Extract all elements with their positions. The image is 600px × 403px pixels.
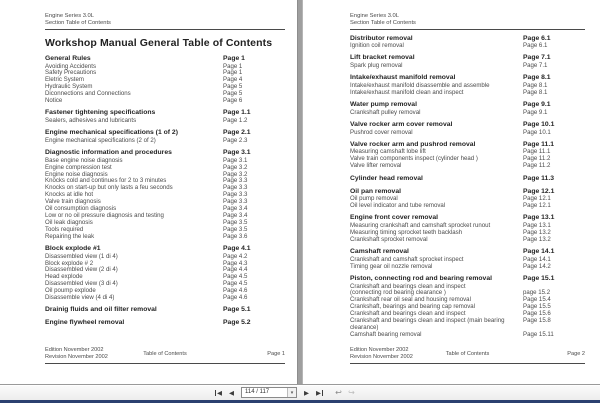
toc-item-label: Crankshaft and camshaft sprocket inspect xyxy=(350,255,464,263)
toc-section xyxy=(350,101,585,116)
toc-sections xyxy=(350,35,585,339)
toc-item-label: Engine noise diagnosis xyxy=(45,170,108,178)
toc-page-reference: Page 11.1 xyxy=(523,148,551,156)
toc-item-label: Crankshaft sprocket removal xyxy=(350,235,428,243)
toc-page-reference: Page 14.1 xyxy=(523,255,551,263)
toc-page-reference: Page 10.1 xyxy=(523,128,551,136)
page-header-line1: Engine Series 3.0L xyxy=(350,13,399,19)
toc-item-row xyxy=(45,234,285,241)
toc-page-reference: Page 6.1 xyxy=(523,42,548,49)
toc-page-reference: Page 1 xyxy=(223,69,243,77)
next-page-button[interactable] xyxy=(300,387,313,399)
toc-item-label: Engine compression test xyxy=(45,163,112,171)
toc-page-reference: Page 13.2 xyxy=(523,228,551,236)
toc-item-label: (connecting rod bearing clearance ) xyxy=(350,289,446,297)
toc-section-row xyxy=(45,319,285,328)
next-page-icon: ▶ xyxy=(304,389,309,397)
toc-page-reference: Page 4.3 xyxy=(223,259,248,267)
toc-page-reference: Page 4.4 xyxy=(223,266,248,274)
toc-page-reference: Page 11.3 xyxy=(523,174,554,182)
toc-item-row xyxy=(350,237,585,244)
toc-section xyxy=(45,109,285,124)
toc-item-label: Avoiding Accidents xyxy=(45,62,97,70)
toc-page-reference: Page 5 xyxy=(223,83,243,91)
previous-page-icon: ◀ xyxy=(229,389,234,397)
page-number-input[interactable] xyxy=(241,387,297,398)
toc-sections xyxy=(45,55,285,328)
toc-section-title: Engine mechanical specifications (1 of 2) xyxy=(45,129,178,137)
toc-page-reference: page 15.2 xyxy=(523,289,551,297)
toc-section-title: Intake/exhaust manifold removal xyxy=(350,74,456,82)
toc-section-title: Distributor removal xyxy=(350,34,413,42)
toc-item-label: Knocks cold and continues for 2 to 3 minutes xyxy=(45,177,167,185)
toc-page-reference: Page 11.1 xyxy=(523,140,554,148)
toc-item-label: Oil leak diagnosis xyxy=(45,218,93,226)
toc-item-label: Camshaft bearing removal xyxy=(350,330,422,338)
toc-item-label: Engine mechanical specifications (2 of 2) xyxy=(45,136,156,144)
toc-page-reference: Page 9.1 xyxy=(523,101,551,109)
toc-page-reference: Page 3.4 xyxy=(223,212,248,219)
toc-page-reference: Page 3.4 xyxy=(223,205,248,213)
toc-page-reference: Page 4.1 xyxy=(223,245,251,253)
toc-page-reference: Page 15.5 xyxy=(523,303,551,311)
toc-section-title: Drainig fluids and oil filter removal xyxy=(45,306,157,314)
footer-edition-block xyxy=(350,347,428,360)
pager-toolbar xyxy=(0,384,600,400)
toc-page-reference: Page 3.2 xyxy=(223,170,248,178)
toc-item-row xyxy=(45,91,285,98)
toc-section-title: Lift bracket removal xyxy=(350,54,415,62)
toc-page-reference: Page 12.1 xyxy=(523,187,555,195)
toc-page-reference: Page 3.1 xyxy=(223,149,251,157)
toc-section xyxy=(45,55,285,105)
toc-section xyxy=(350,121,585,136)
toc-section-row xyxy=(350,175,585,184)
last-page-button[interactable] xyxy=(313,387,326,399)
toc-page-reference: Page 15.6 xyxy=(523,310,551,318)
toc-page-reference: Page 8.1 xyxy=(523,88,548,96)
document-page-1 xyxy=(0,0,297,384)
footer-page-number: Page 2 xyxy=(567,350,585,357)
toc-item-label: Crankshaft pulley removal xyxy=(350,108,421,116)
toc-page-reference: Page 5 xyxy=(223,90,243,98)
toc-item-label: Valve lifter removal xyxy=(350,162,402,170)
toc-section-title: Water pump removal xyxy=(350,101,417,109)
footer-center: Table of Contents xyxy=(143,350,187,357)
toc-section xyxy=(45,129,285,144)
toc-item-label: Timing gear oil nozzle removal xyxy=(350,262,433,270)
toc-section xyxy=(350,54,585,69)
page-footer xyxy=(350,347,585,364)
toc-section-title: Valve rocker arm cover removal xyxy=(350,121,453,129)
toc-page-reference: Page 7.1 xyxy=(523,61,548,69)
footer-page-number: Page 1 xyxy=(267,350,285,357)
toc-page-reference: Page 4.2 xyxy=(223,252,248,260)
toc-item-label: Eletric System xyxy=(45,76,84,84)
page-header-line2: Section Table of Contents xyxy=(350,20,416,26)
toc-page-reference: Page 4 xyxy=(223,76,243,84)
toc-item-label: Low or no oil pressure diagnosis and testing xyxy=(45,212,164,219)
first-page-icon xyxy=(215,390,216,396)
toc-page-reference: Page 9.1 xyxy=(523,108,548,116)
toc-item-row xyxy=(350,163,585,170)
toc-item-row xyxy=(45,138,285,145)
toc-section xyxy=(45,319,285,328)
toc-page-reference: Page 3.3 xyxy=(223,198,248,206)
toc-page-reference: Page 14.2 xyxy=(523,262,551,270)
page-header xyxy=(350,13,585,30)
toc-item-row xyxy=(350,43,585,50)
toc-page-reference: Page 1.2 xyxy=(223,116,248,124)
toc-page-reference: Page 12.1 xyxy=(523,195,551,203)
toc-item-row xyxy=(350,332,585,339)
toc-item-label: Oil poump explode xyxy=(45,287,96,295)
toc-item-row xyxy=(350,90,585,97)
toc-item-label: Disassembled view (2 di 4) xyxy=(45,266,118,274)
first-page-arrow: ◀ xyxy=(217,389,222,397)
toc-page-reference: Page 3.3 xyxy=(223,184,248,192)
toc-page-reference: Page 8.1 xyxy=(523,81,548,89)
toc-page-reference: Page 1.1 xyxy=(223,109,251,117)
next-view-icon: ↪ xyxy=(348,388,355,397)
toc-page-reference: Page 4.6 xyxy=(223,294,248,302)
toc-section-title: Cylinder head removal xyxy=(350,174,423,182)
toc-page-reference: Page 5.2 xyxy=(223,319,251,327)
previous-view-icon: ↩ xyxy=(335,388,342,397)
toc-item-label: Block explode # 2 xyxy=(45,259,94,267)
toc-section xyxy=(350,248,585,270)
toc-page-reference: Page 8.1 xyxy=(523,74,551,82)
footer-revision: Revision November 2002 xyxy=(350,353,413,360)
toc-page-reference: Page 15.8 xyxy=(523,317,551,325)
footer-edition: Edition November 2002 xyxy=(45,347,104,353)
toc-page-reference: Page 3.2 xyxy=(223,163,248,171)
toc-item-label: Crankshaft, bearings and bearing cap removal xyxy=(350,303,475,311)
toc-page-reference: Page 4.5 xyxy=(223,273,248,281)
toc-section xyxy=(350,74,585,96)
toc-section xyxy=(350,214,585,243)
last-page-icon xyxy=(322,390,323,396)
toc-page-reference: Page 13.1 xyxy=(523,214,555,222)
toc-page-reference: Page 13.2 xyxy=(523,235,551,243)
footer-revision: Revision November 2002 xyxy=(45,353,108,360)
toc-section xyxy=(350,275,585,339)
toc-page-reference: Page 4.6 xyxy=(223,287,248,295)
toc-item-label: Pushrod cover removal xyxy=(350,128,413,136)
toc-section-title: General Rules xyxy=(45,55,91,62)
toc-page-reference: Page 11.2 xyxy=(523,155,551,163)
toc-item-label: Measuring camshaft lobe lift xyxy=(350,148,426,156)
toc-section xyxy=(350,141,585,170)
toc-page-reference: Page 2.1 xyxy=(223,129,251,137)
toc-item-label: Spark plug removal xyxy=(350,61,403,69)
toc-section-title: Engine front cover removal xyxy=(350,214,439,222)
document-page-2 xyxy=(303,0,600,384)
toc-page-reference: Page 6 xyxy=(223,97,243,105)
toc-page-reference: Page 3.5 xyxy=(223,225,248,233)
last-page-arrow: ▶ xyxy=(316,389,321,397)
toc-page-reference: Page 14.1 xyxy=(523,248,555,256)
footer-edition: Edition November 2002 xyxy=(350,347,409,353)
page-title: Workshop Manual General Table of Contents xyxy=(45,37,273,49)
toc-item-label: Knocks at idle hot xyxy=(45,191,94,199)
toc-item-label: Disassemble view (4 di 4) xyxy=(45,294,115,302)
toc-page-reference: Page 3.6 xyxy=(223,232,248,240)
toc-section-title: Camshaft removal xyxy=(350,248,409,256)
toc-page-reference: Page 12.1 xyxy=(523,202,551,210)
toc-section-title: Fastener tightening specifications xyxy=(45,109,156,117)
page-dropdown-button[interactable] xyxy=(287,388,296,397)
toc-page-reference: Page 15.1 xyxy=(523,275,555,282)
toc-page-reference: Page 15.11 xyxy=(523,330,554,338)
toc-section-row xyxy=(45,306,285,315)
toc-item-label: Oil consumption diagnosis xyxy=(45,205,117,213)
toc-item-row xyxy=(350,63,585,70)
toc-section-title: Engine flywheel removal xyxy=(45,319,125,327)
chevron-down-icon: ▾ xyxy=(290,389,294,396)
toc-item-row xyxy=(45,295,285,302)
page-number-value[interactable]: 114 / 117 xyxy=(245,389,270,395)
toc-item-label: Repairing the leak xyxy=(45,232,95,240)
toc-section-title: Block explode #1 xyxy=(45,245,101,253)
toc-section-title: Piston, connecting rod and bearing removal xyxy=(350,275,493,282)
toc-item-label: Disassembled view (3 di 4) xyxy=(45,280,118,288)
toc-section xyxy=(350,188,585,210)
toc-section-title: Oil pan removal xyxy=(350,187,401,195)
toc-page-reference: Page 6.1 xyxy=(523,34,551,42)
toc-item-label: Valve train components inspect (cylinder head ) xyxy=(350,155,478,163)
toc-section xyxy=(45,245,285,302)
toc-page-reference: Page 5.1 xyxy=(223,306,251,314)
toc-page-reference: Page 7.1 xyxy=(523,54,551,62)
toc-item-label: Valve train diagnosis xyxy=(45,198,101,206)
toc-page-reference: Page 4.5 xyxy=(223,280,248,288)
toc-item-row xyxy=(350,264,585,271)
toc-page-reference: Page 15.4 xyxy=(523,296,551,304)
toc-item-row xyxy=(350,318,585,332)
toc-item-label: Sealers, adhesives and lubricants xyxy=(45,116,137,124)
toc-section xyxy=(350,35,585,50)
first-page-button[interactable] xyxy=(212,387,225,399)
footer-center: Table of Contents xyxy=(445,350,490,357)
toc-item-label: Measuring timing sprocket teeth backlash xyxy=(350,228,463,236)
toc-item-label: Oil pump removal xyxy=(350,195,398,203)
toc-item-label: Intake/exhaust manifold clean and inspect xyxy=(350,88,464,96)
toc-section-title: Diagnostic information and procedures xyxy=(45,149,172,157)
previous-page-button[interactable] xyxy=(225,387,238,399)
toc-item-row xyxy=(45,98,285,105)
toc-section-title: Valve rocker arm and pushrod removal xyxy=(350,140,476,148)
toc-item-row xyxy=(350,130,585,137)
page-header-line1: Engine Series 3.0L xyxy=(45,13,94,19)
previous-view-button[interactable] xyxy=(332,387,345,399)
toc-page-reference: Page 3.3 xyxy=(223,191,248,199)
toc-section xyxy=(350,175,585,184)
toc-item-label: Measuring crankshaft and camshaft sprocket runout xyxy=(350,221,491,229)
toc-item-row xyxy=(350,110,585,117)
toc-page-reference: Page 3.3 xyxy=(223,177,248,185)
toc-item-row xyxy=(350,203,585,210)
toc-item-label: Crankshaft and bearings clean and inspect xyxy=(350,282,466,290)
toc-page-reference: Page 10.1 xyxy=(523,121,555,129)
toc-page-reference: Page 1 xyxy=(223,55,245,62)
toc-item-label: Intake/exhaust manifold disassemble and assemble xyxy=(350,81,490,89)
toc-item-label: Hydraulic System xyxy=(45,83,93,91)
page-header-line2: Section Table of Contents xyxy=(45,20,111,26)
toc-page-reference: Page 3.5 xyxy=(223,218,248,226)
toc-item-label: Crankshaft and bearings clean and inspect xyxy=(350,310,466,318)
page-header xyxy=(45,13,285,30)
toc-item-label: Safety Precautions xyxy=(45,69,97,77)
toc-item-label: Head explode xyxy=(45,273,83,281)
toc-page-reference: Page 2.3 xyxy=(223,136,248,144)
toc-section xyxy=(45,149,285,240)
next-view-button[interactable] xyxy=(345,387,358,399)
toc-item-label: Tools required xyxy=(45,225,84,233)
toc-item-label: Knocks on start-up but only lasts a feu seconds xyxy=(45,184,173,192)
toc-item-row xyxy=(45,118,285,125)
toc-section xyxy=(45,306,285,315)
page-footer xyxy=(45,347,285,364)
footer-edition-block xyxy=(45,347,125,360)
toc-item-label: Ignition coil removal xyxy=(350,42,404,49)
toc-item-label: Disassembled view (1 di 4) xyxy=(45,252,118,260)
toc-item-label: Base engine noise diagnosis xyxy=(45,156,123,164)
toc-item-label: Crankshaft and bearings clean and inspect (main bearing clearance) xyxy=(350,317,505,331)
toc-page-reference: Page 1 xyxy=(223,62,243,70)
toc-item-label: Notice xyxy=(45,97,63,105)
toc-item-label: Crankshaft rear oil seal and housing removal xyxy=(350,296,471,304)
toc-page-reference: Page 3.1 xyxy=(223,156,248,164)
toc-item-label: Diconnections and Connections xyxy=(45,90,131,98)
toc-page-reference: Page 13.1 xyxy=(523,221,551,229)
toc-item-label: Oil level indicator and tube removal xyxy=(350,202,446,210)
toc-page-reference: Page 11.2 xyxy=(523,162,551,170)
